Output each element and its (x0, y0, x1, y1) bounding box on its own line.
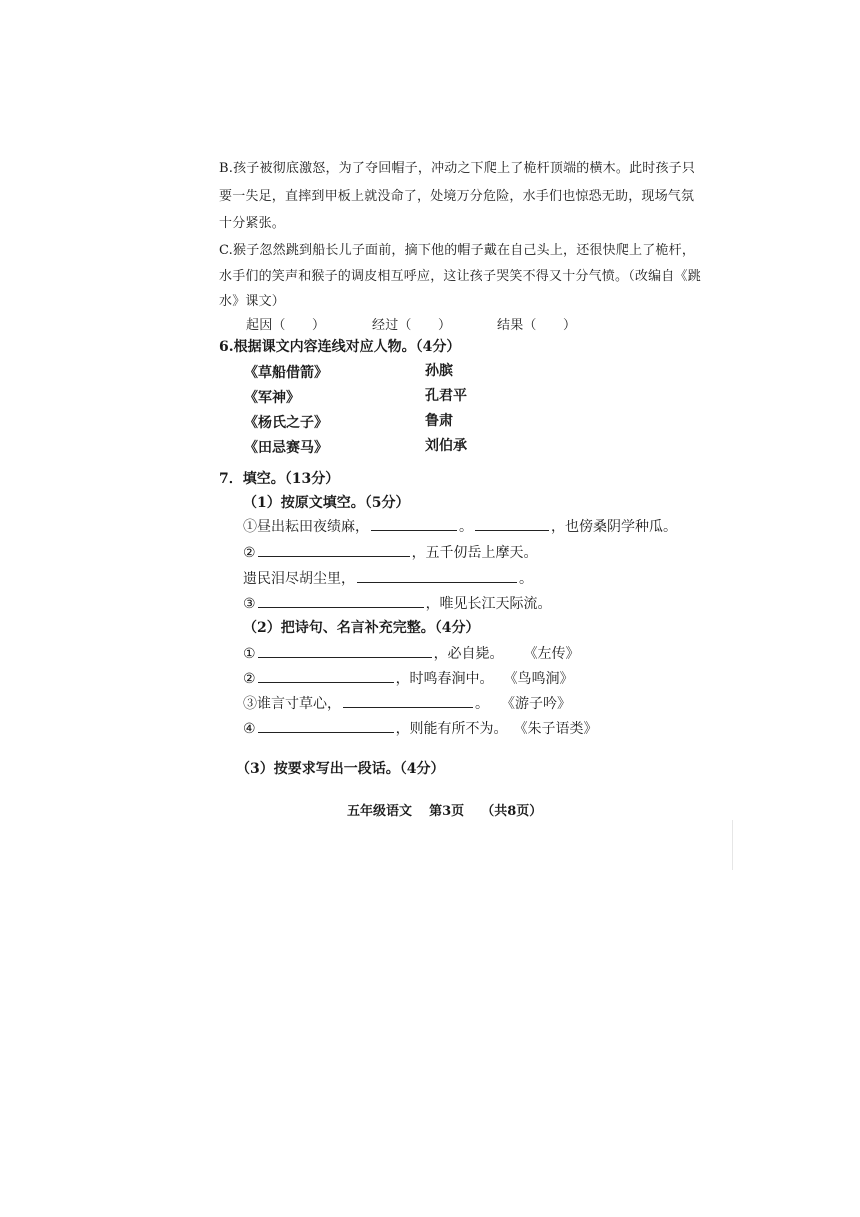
passage-c-line-1: C.猴子忽然跳到船长儿子面前，摘下他的帽子戴在自己头上，还很快爬上了桅杆， (219, 243, 696, 258)
q6-person-4[interactable]: 刘伯承 (425, 438, 467, 454)
q7-part2-line-3-suffix: 。 (475, 696, 489, 712)
q7-part2-source-2: 《鸟鸣涧》 (503, 671, 574, 687)
q7-part1-blank-1[interactable] (371, 529, 457, 531)
order-start-label[interactable]: 起因（ ） (246, 318, 326, 333)
passage-b-line-1: B.孩子被彻底激怒，为了夺回帽子，冲动之下爬上了桅杆顶端的横木。此时孩子只 (219, 161, 696, 176)
q7-part1-blank-2[interactable] (475, 529, 549, 531)
q7-part1-line-2-prefix: ② (243, 545, 256, 561)
order-end-label[interactable]: 结果（ ） (497, 318, 577, 333)
q7-part2-line-3 (243, 693, 571, 713)
q6-book-3[interactable]: 《杨氏之子》 (244, 415, 328, 431)
page-footer (347, 800, 542, 819)
footer-subject: 五年级语文 (347, 804, 413, 819)
q7-part2-blank-4[interactable] (258, 731, 394, 733)
q7-part1-line-3 (243, 568, 533, 588)
q7-part2-line-1-prefix: ① (243, 646, 256, 662)
q7-part3-title: （3）按要求写出一段话。（4分） (236, 761, 445, 777)
scan-edge-mark (732, 820, 733, 870)
q6-person-2[interactable]: 孔君平 (425, 388, 467, 404)
q7-part1-line-1-prefix: ①昼出耘田夜绩麻， (243, 519, 369, 535)
q7-part2-line-1-suffix: ，必自毙。 (433, 646, 504, 662)
q7-part1-line-4-prefix: ③ (243, 596, 256, 612)
q7-part1-blank-5[interactable] (258, 606, 424, 608)
q7-part2-blank-1[interactable] (258, 656, 432, 658)
footer-total: （共8页） (481, 804, 543, 819)
q7-part2-line-4-prefix: ④ (243, 721, 256, 737)
q7-part2-blank-3[interactable] (343, 706, 473, 708)
q7-part1-line-4 (243, 593, 552, 613)
q7-part2-blank-2[interactable] (258, 681, 394, 683)
q7-part1-line-1-suffix: ，也傍桑阴学种瓜。 (551, 519, 677, 535)
q7-part1-line-1-mid: 。 (459, 519, 473, 535)
q7-part1-blank-4[interactable] (357, 581, 517, 583)
q7-part2-line-2-suffix: ，时鸣春涧中。 (395, 671, 494, 687)
q7-part2-source-4: 《朱子语类》 (513, 721, 598, 737)
q6-person-1[interactable]: 孙膑 (425, 363, 453, 379)
passage-b-line-2: 要一失足，直摔到甲板上就没命了，处境万分危险，水手们也惊恐无助，现场气氛 (219, 189, 695, 204)
q7-part1-line-2 (243, 542, 538, 562)
q7-part1-line-4-suffix: ，唯见长江天际流。 (425, 596, 552, 612)
q7-title: 7．填空。（13分） (219, 471, 340, 487)
q7-part2-line-2-prefix: ② (243, 671, 256, 687)
q7-part2-line-4-suffix: ，则能有所不为。 (395, 721, 508, 737)
q6-book-2[interactable]: 《军神》 (244, 390, 300, 406)
q7-part1-line-3-prefix: 遗民泪尽胡尘里， (243, 571, 355, 587)
passage-b-line-3: 十分紧张。 (219, 216, 286, 231)
q7-part1-line-1 (243, 516, 677, 536)
q7-part2-title: （2）把诗句、名言补充完整。（4分） (243, 620, 480, 636)
q7-part2-line-3-prefix: ③谁言寸草心， (243, 696, 341, 712)
q7-part2-source-3: 《游子吟》 (501, 696, 571, 712)
q6-title: 6.根据课文内容连线对应人物。（4分） (219, 339, 461, 355)
q7-part1-title: （1）按原文填空。（5分） (243, 495, 410, 511)
order-middle-label[interactable]: 经过（ ） (372, 318, 452, 333)
q7-part1-line-3-suffix: 。 (519, 571, 533, 587)
passage-c-line-3: 水》课文） (219, 294, 286, 309)
q7-part1-blank-3[interactable] (258, 555, 410, 557)
q6-book-1[interactable]: 《草船借箭》 (244, 365, 328, 381)
q7-part2-line-1 (243, 643, 580, 663)
passage-c-line-2: 水手们的笑声和猴子的调皮相互呼应，这让孩子哭笑不得又十分气愤。（改编自《跳 (219, 269, 701, 284)
q6-book-4[interactable]: 《田忌赛马》 (244, 440, 328, 456)
q7-part2-source-1: 《左传》 (523, 646, 580, 662)
q7-part2-line-2 (243, 668, 574, 688)
q7-part2-line-4 (243, 718, 598, 738)
footer-page: 第3页 (429, 804, 465, 819)
q7-part1-line-2-suffix: ，五千仞岳上摩天。 (411, 545, 538, 561)
q6-person-3[interactable]: 鲁肃 (425, 413, 453, 429)
